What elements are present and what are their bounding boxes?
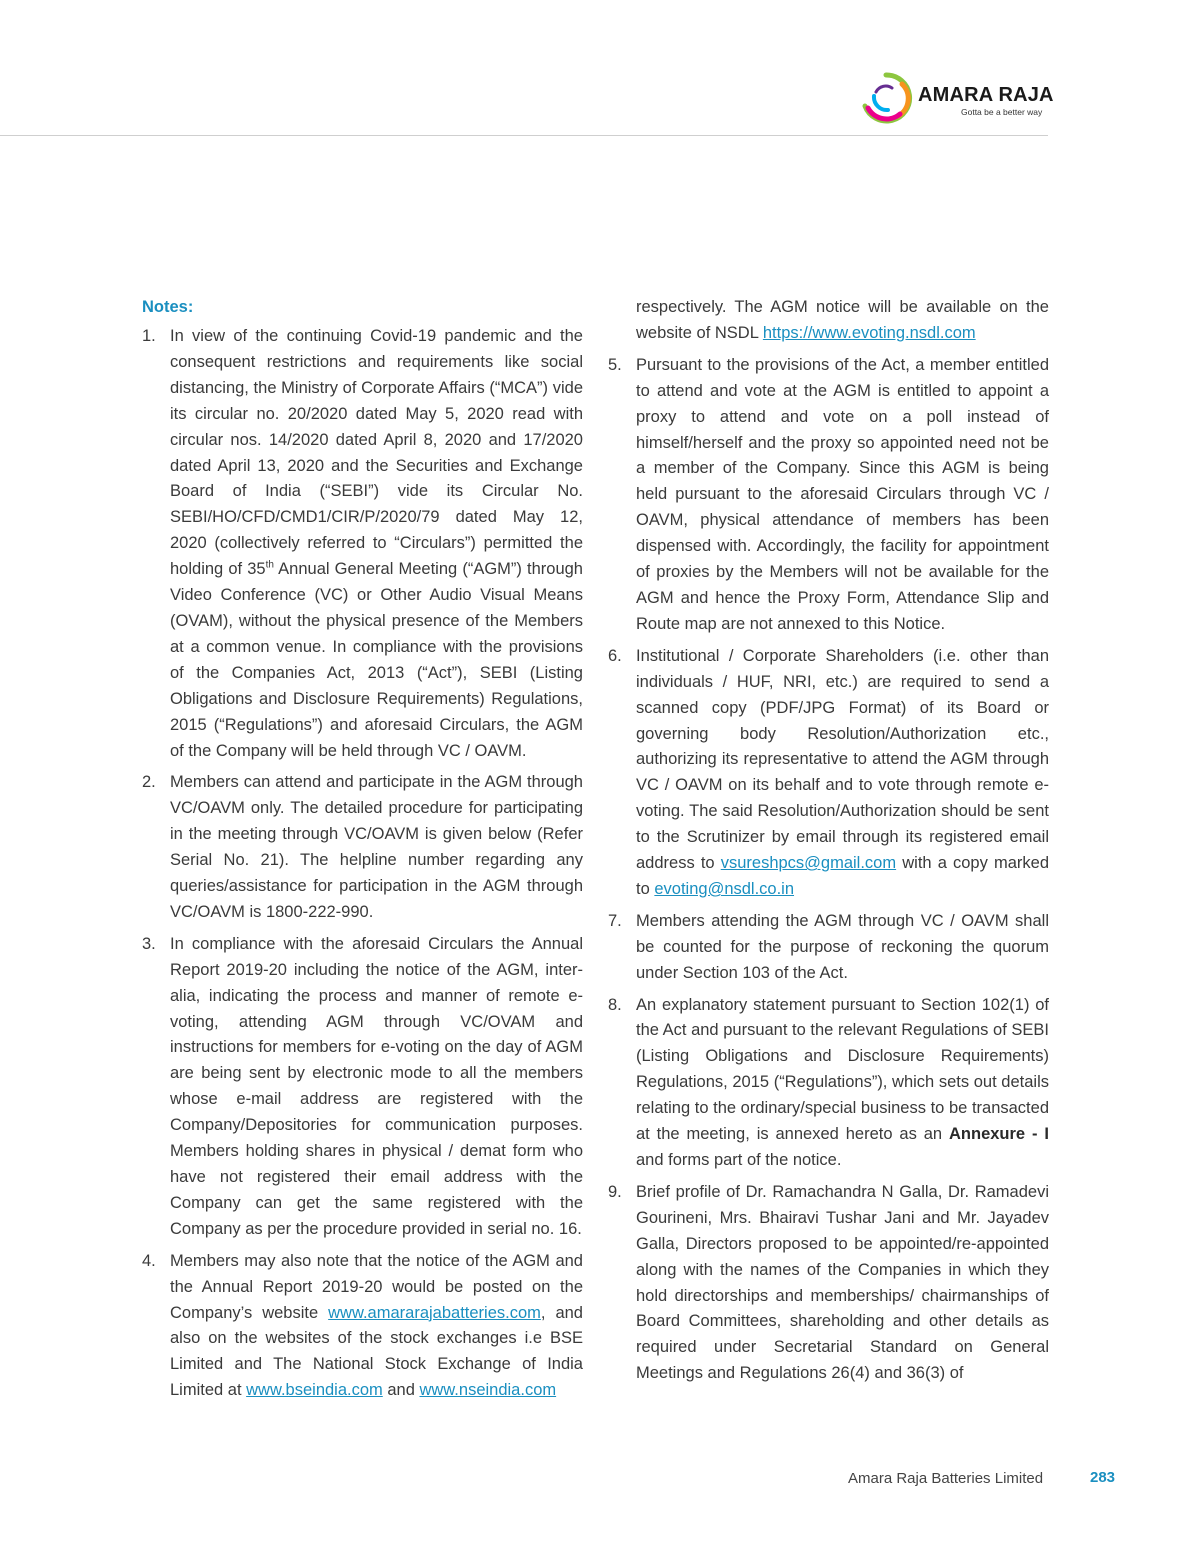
footer-company-name: Amara Raja Batteries Limited xyxy=(848,1470,1044,1487)
note-item-4-continued xyxy=(636,295,1049,347)
notes-heading: Notes: xyxy=(142,298,194,316)
note-text: Members attending the AGM through VC / OAVM shall be counted for the purpose of reckoning the quorum under Section 103 of the Act. xyxy=(636,911,1049,982)
nse-website-link[interactable]: www.nseindia.com xyxy=(419,1381,557,1400)
note-item-6 xyxy=(608,644,1049,903)
notes-list xyxy=(142,324,583,1404)
note-text: An explanatory statement pursuant to Section 102(1) of the Act and pursuant to the relevant Regulations of SEBI (Listing Obligations and Disclosure Requirements) Regulations, 2015 (“Regulations”), which sets out details relating to the ordinary/special business to be transacted at the meeting, is annexed hereto as an xyxy=(636,995,1049,1144)
note-item-3 xyxy=(142,932,583,1243)
note-text: Members may also note that the notice of the AGM and the Annual Report 2019-20 would be posted on the Company’s website xyxy=(170,1251,583,1322)
note-number: 2. xyxy=(142,773,156,792)
right-column xyxy=(608,295,1049,1393)
note-item-1 xyxy=(142,324,583,764)
note-text: Pursuant to the provisions of the Act, a member entitled to attend and vote at the AGM is entitled to appoint a proxy to attend and vote on a poll instead of himself/herself and the proxy so appointed need not be a member of the Company. Since this AGM is being held pursuant to the aforesaid Circulars through VC / OAVM, physical attendance of members has been dispensed with. Accordingly, the facility for appointment of proxies by the Members will not be available for the AGM and hence the Proxy Form, Attendance Slip and Route map are not annexed to this Notice. xyxy=(636,355,1049,633)
note-text: Members can attend and participate in the AGM through VC/OAVM only. The detailed procedure for participating in the meeting through VC/OAVM is given below (Refer Serial No. 21). The helpline number regarding any queries/assistance for participation in the AGM through VC/OAVM is 1800-222-990. xyxy=(170,773,583,921)
scrutinizer-email-link[interactable]: vsureshpcs@gmail.com xyxy=(720,854,897,873)
note-text: , and also on the websites of the stock exchanges i.e BSE Limited and The National Stock Exchange of India Limited at xyxy=(170,1303,583,1400)
note-item-2 xyxy=(142,770,583,925)
note-number: 5. xyxy=(608,355,622,374)
nsdl-email-link[interactable]: evoting@nsdl.co.in xyxy=(654,879,795,898)
note-number: 1. xyxy=(142,327,156,345)
note-text: Annual General Meeting (“AGM”) through Video Conference (VC) or Other Audio Visual Means (OVAM), without the physical presence of the Members at a common venue. In compliance with the provisions of the Companies Act, 2013 (“Act”), SEBI (Listing Obligations and Disclosure Requirements) Regulations, 2015 (“Regulations”) and aforesaid Circulars, the AGM of the Company will be held through VC / OAVM. xyxy=(170,560,583,760)
nsdl-evoting-link[interactable]: https://www.evoting.nsdl.com xyxy=(762,323,976,342)
note-item-8 xyxy=(608,993,1049,1174)
note-number: 3. xyxy=(142,934,156,953)
note-text: and forms part of the notice. xyxy=(636,1151,842,1169)
note-number: 6. xyxy=(608,646,622,665)
note-text: In view of the continuing Covid-19 pandemic and the consequent restrictions and requirements like social distancing, the Ministry of Corporate Affairs (“MCA”) vide its circular no. 20/2020 dated May 5, 2020 read with circular nos. 14/2020 dated April 8, 2020 and 17/2020 dated April 13, 2020 and the Securities and Exchange Board of India (“SEBI”) vide its Circular No. SEBI/HO/CFD/CMD1/CIR/P/2020/79 dated May 12, 2020 (collectively referred to “Circulars”) permitted the holding of 35 xyxy=(170,327,583,579)
note-text: In compliance with the aforesaid Circulars the Annual Report 2019-20 including the notice of the AGM, inter-alia, indicating the process and manner of remote e-voting, attending AGM through VC/OVAM and instructions for members for e-voting on the day of AGM are being sent by electronic mode to all the members whose e-mail address are registered with the Company/Depositories for communication purposes. Members holding shares in physical / demat form who have not registered their email address with the Company can get the same registered with the Company as per the procedure provided in serial no. 16. xyxy=(170,934,583,1238)
amara-raja-logo xyxy=(858,70,1058,126)
bse-website-link[interactable]: www.bseindia.com xyxy=(246,1381,383,1400)
note-number: 9. xyxy=(608,1182,622,1201)
logo-tagline: Gotta be a better way xyxy=(961,107,1043,117)
note-text: with a copy marked to xyxy=(636,854,1049,898)
ordinal-suffix: th xyxy=(265,559,274,571)
note-text: and xyxy=(382,1381,420,1400)
note-item-5 xyxy=(608,353,1049,638)
note-number: 4. xyxy=(142,1251,156,1270)
note-number: 7. xyxy=(608,911,622,930)
logo-wordmark: AMARA RAJA xyxy=(918,84,1054,106)
page-number: 283 xyxy=(1090,1469,1116,1486)
annexure-label: Annexure - I xyxy=(949,1125,1049,1144)
note-item-7 xyxy=(608,909,1049,987)
notes-list-continued xyxy=(608,353,1049,1387)
header-rule xyxy=(0,135,1048,136)
note-number: 8. xyxy=(608,995,622,1014)
note-text: Brief profile of Dr. Ramachandra N Galla, Dr. Ramadevi Gourineni, Mrs. Bhairavi Tushar Jani and Mr. Jayadev Galla, Directors proposed to be appointed/re-appointed along with the names of the Companies in which they hold directorships and memberships/ chairmanships of Board Committees, shareholding and other details as required under Secretarial Standard on General Meetings and Regulations 26(4) and 36(3) of xyxy=(636,1182,1049,1383)
note-item-4 xyxy=(142,1249,583,1404)
company-website-link[interactable]: www.amararajabatteries.com xyxy=(328,1303,541,1322)
note-text: respectively. The AGM notice will be available on the website of NSDL xyxy=(636,298,1049,342)
logo-swirl-icon xyxy=(858,70,914,126)
note-text: Institutional / Corporate Shareholders (i.e. other than individuals / HUF, NRI, etc.) are required to send a scanned copy (PDF/JPG Format) of its Board or governing body Resolution/Authorization etc., authorizing its representative to attend the AGM through VC / OAVM on its behalf and to vote through remote e-voting. The said Resolution/Authorization should be sent to the Scrutinizer by email through its registered email address to xyxy=(636,646,1049,873)
left-column xyxy=(142,295,583,1410)
note-item-9 xyxy=(608,1180,1049,1387)
